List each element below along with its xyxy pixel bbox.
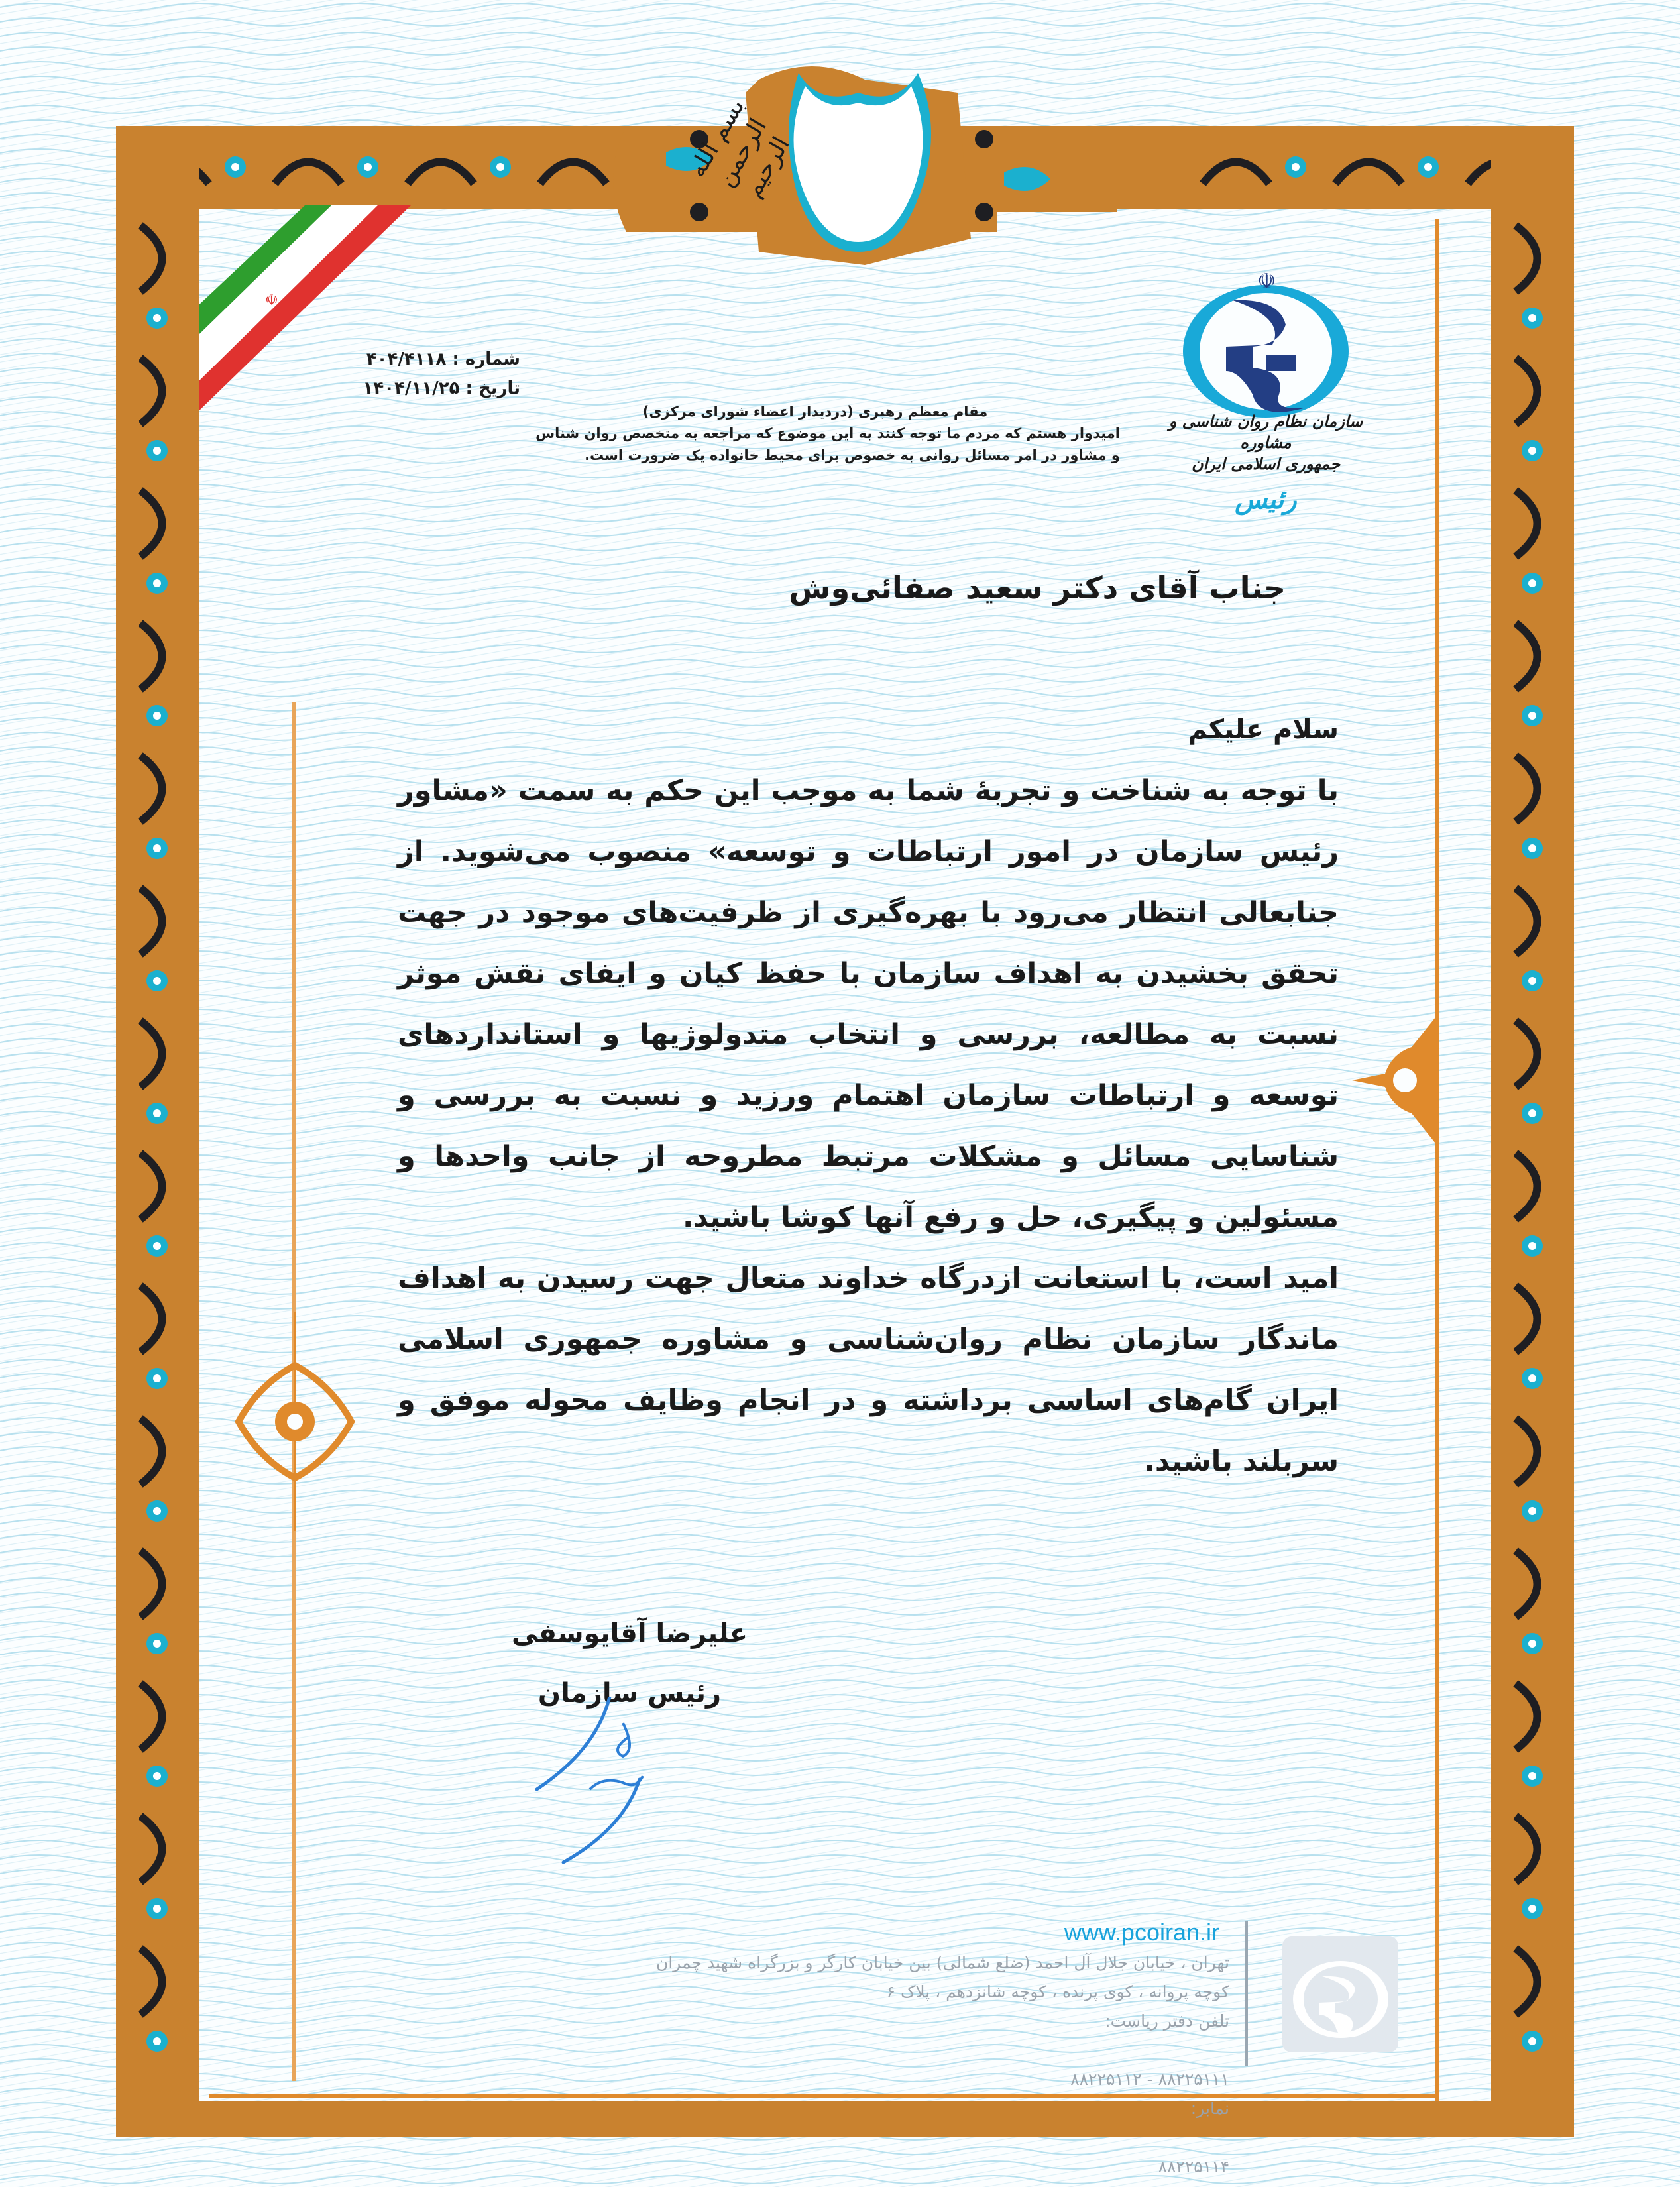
footer-contact	[610, 1948, 1229, 2182]
footer-divider	[1245, 1921, 1248, 2066]
fax-line	[610, 2094, 1229, 2182]
organization-logo	[1180, 262, 1352, 421]
website-link[interactable]: www.pcoiran.ir	[1064, 1919, 1219, 1946]
greeting: سلام علیکم	[1188, 714, 1339, 745]
left-side-ornament	[232, 1312, 358, 1531]
letter-body	[398, 699, 1339, 1492]
org-name-line1: سازمان نظام روان شناسی و مشاوره	[1168, 412, 1363, 452]
right-side-ornament	[1345, 1007, 1438, 1153]
recipient-name: جناب آقای دکتر سعید صفائی‌وش	[789, 570, 1286, 606]
flag-emblem-icon: ☫	[265, 292, 278, 309]
letter-number	[321, 345, 520, 374]
number-label: شماره :	[452, 349, 520, 369]
org-name-line2: جمهوری اسلامی ایران	[1191, 454, 1341, 473]
org-role-label: رئیس	[1235, 484, 1297, 515]
body-paragraph-2: امید است، با استعانت ازدرگاه خداوند متعال جهت رسیدن به اهداف ماندگار سازمان نظام روان‌شناسی و مشاوره جمهوری اسلامی ایران گام‌های اساسی برداشته و در انجام وظایف محوله موفق و سربلند باشید.	[398, 1262, 1339, 1478]
ornamental-border-left	[116, 126, 199, 2137]
body-text-intro: با توجه به شناخت و تجربهٔ شما به موجب این حکم به سمت	[507, 774, 1339, 807]
quote-line-2: و مشاور در امر مسائل روانی به خصوص برای محیط خانواده یک ضرورت است.	[585, 447, 1120, 463]
bismillah-calligraphy: بسم الله الرحمن الرحيم	[683, 93, 795, 202]
body-text-duties: منصوب می‌شوید. از جنابعالی انتظار می‌رود با بهره‌گیری از ظرفیت‌های موجود در جهت تحقق بخشیدن به اهداف سازمان با حفظ کیان و ایفای نقش موثر نسبت به مطالعه، بررسی و انتخاب متدولوژیها و استانداردهای توسعه و ارتباطات سازمان اهتمام ورزید و نسبت به بررسی و شناسایی مسائل و مشکلات مرتبط مطروحه از جانب واحدها و مسئولین و پیگیری، حل و رفع آنها کوشا باشید.	[398, 835, 1339, 1234]
phone-value: ۸۸۲۲۵۱۱۱ - ۸۸۲۲۵۱۱۲	[1070, 2070, 1229, 2089]
leader-quote	[510, 401, 1120, 467]
quote-attribution: مقام معظم رهبری (دردیدار اعضاء شورای مرکزی)	[642, 404, 988, 420]
letter-date	[321, 374, 520, 403]
emblem-icon: ☫	[1257, 268, 1276, 294]
inner-frame-line-right	[1435, 219, 1439, 2101]
date-label: تاریخ :	[465, 378, 520, 398]
address-line-2: کوچه پروانه ، کوی پرنده ، کوچه شانزدهم ، پلاک ۶	[886, 1982, 1229, 2001]
quote-line-1: امیدوار هستم که مردم ما توجه کنند به این موضوع که مراجعه به متخصص روان شناس	[535, 425, 1120, 441]
header-medallion-ornament	[600, 53, 1117, 265]
handwritten-signature	[524, 1697, 696, 1869]
position-title: «مشاور رئیس سازمان در امور ارتباطات و توسعه»	[398, 774, 1339, 868]
fax-value: ۸۸۲۲۵۱۱۴	[1158, 2157, 1229, 2176]
iran-flag-ribbon	[199, 205, 437, 444]
fax-label: نمابر:	[1190, 2099, 1229, 2118]
ornamental-border-right	[1491, 126, 1574, 2137]
signatory-title: رئیس سازمان	[537, 1678, 722, 1709]
body-paragraph-1	[398, 760, 1339, 1248]
footer-logo-watermark	[1282, 1936, 1398, 2052]
phone-line	[610, 2007, 1229, 2094]
date-value: ۱۴۰۴/۱۱/۲۵	[363, 378, 460, 398]
phone-label: تلفن دفتر ریاست:	[1105, 2011, 1229, 2031]
organization-name	[1166, 411, 1365, 475]
address-line-1: تهران ، خیابان جلال آل احمد (ضلع شمالی) بین خیابان کارگر و بزرگراه شهید چمران	[655, 1953, 1229, 1972]
signatory-name: علیرضا آقایوسفی	[511, 1618, 748, 1649]
letter-meta	[321, 345, 520, 403]
number-value: ۴۰۴/۴۱۱۸	[366, 349, 447, 369]
